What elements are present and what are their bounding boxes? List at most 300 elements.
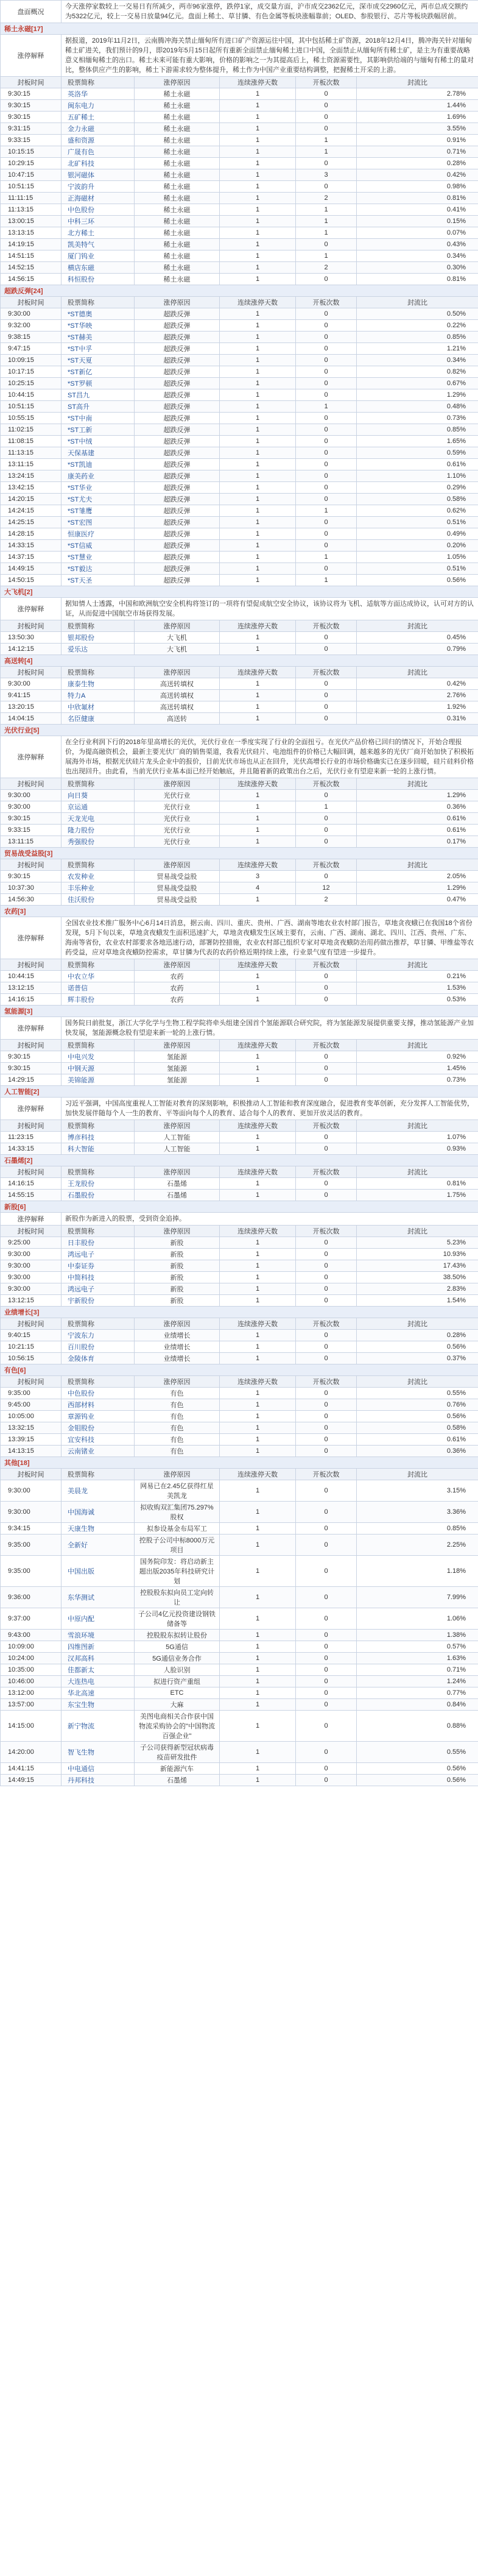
seal-time: 13:32:15 [1, 1422, 62, 1434]
stock-name[interactable]: 广晟有色 [62, 146, 135, 158]
consecutive-days: 1 [220, 1535, 296, 1556]
stock-name[interactable]: 宁波东力 [62, 1330, 135, 1341]
table-row [1, 470, 478, 482]
stock-name[interactable]: 宁波韵升 [62, 181, 135, 193]
limit-reason: 超跌反弹 [135, 470, 220, 482]
table-row [1, 1711, 478, 1742]
stock-name[interactable]: ST昌九 [62, 389, 135, 401]
stock-name[interactable]: 金力永磁 [62, 123, 135, 135]
stock-name[interactable]: 美锦能源 [62, 1074, 135, 1086]
stock-name[interactable]: *ST天圣 [62, 575, 135, 586]
stock-name[interactable]: 中国海诚 [62, 1502, 135, 1523]
stock-name[interactable]: *ST凯迪 [62, 459, 135, 470]
seal-time: 14:16:15 [1, 1178, 62, 1190]
open-count: 0 [296, 1775, 357, 1786]
stock-name[interactable]: 中简科技 [62, 1272, 135, 1283]
interpretation-label: 涨停解释 [1, 1098, 62, 1120]
consecutive-days: 1 [220, 1653, 296, 1664]
seal-ratio: 1.21% [357, 343, 478, 355]
limit-reason: 光伏行业 [135, 825, 220, 836]
table-row [1, 436, 478, 447]
column-header-row [1, 1040, 478, 1051]
consecutive-days: 1 [220, 801, 296, 813]
interpretation-text: 全国农业技术推广服务中心6月14日消息，据云南、四川、重庆、贵州、广西、湖南等地农业农村部门报告，草地贪夜蛾已在我国18个省份发现，5月下旬以来，草地贪夜蛾发生面积迅速扩大，草地贪夜蛾发生区域主要有，云南、广西、湖南、湖北、四川、江西、贵州、广东、海南等省份，农业农村部要求各地迅速行动，部署防控措施，农业农村部已组织专家对草地贪夜蛾防治用药做出推荐，草甘膦、甲维盐等农药受益，应对草地贪夜蛾防控需求，草甘膦为代表的农药价格近期持续上涨，行业景气度有望进一步提升。 [62, 917, 478, 959]
header-stock: 股票简称 [62, 297, 135, 308]
seal-time: 9:35:00 [1, 1535, 62, 1556]
stock-name[interactable]: 银河磁体 [62, 169, 135, 181]
table-row [1, 701, 478, 713]
seal-ratio: 1.54% [357, 1295, 478, 1307]
stock-name[interactable]: 佳都新太 [62, 1664, 135, 1676]
limit-reason: 超跌反弹 [135, 355, 220, 366]
interpretation-text: 据报道，2019年11月2日，云南腾冲海关禁止缅甸所有进口矿产资源运往中国，其中包括稀土矿资源，2018年12月4日，腾冲海关针对缅甸稀土矿进关，我们预计的9月，即2019年5月15日起所有重新全面禁止缅甸稀土进口中国，全面禁止从缅甸所有稀土矿，是主为有重要战略意义相缅甸稀土的出口。稀土未来可能有重大影响，价格的影响之一为其提高后上，稀土资源需要性，其影响供给端的与缅甸有稀土的量对比，整体供应产生的影响，稀土下游需求较为整体提升，稀土作为中国产业重要结构调整，把握稀土开采的上游。 [62, 35, 478, 77]
stock-name[interactable]: 北方稀土 [62, 227, 135, 239]
consecutive-days: 1 [220, 378, 296, 389]
stock-name[interactable]: 五矿稀土 [62, 112, 135, 123]
limit-reason: 超跌反弹 [135, 343, 220, 355]
limit-reason: 超跌反弹 [135, 552, 220, 563]
column-header-row [1, 297, 478, 308]
stock-name[interactable]: *ST华映 [62, 320, 135, 332]
stock-name[interactable]: 农发种业 [62, 871, 135, 882]
header-days: 连续涨停天数 [220, 1318, 296, 1330]
consecutive-days: 1 [220, 343, 296, 355]
consecutive-days: 1 [220, 308, 296, 320]
header-ratio: 封流比 [357, 1376, 478, 1388]
consecutive-days: 1 [220, 1341, 296, 1353]
open-count: 0 [296, 158, 357, 169]
header-stock: 股票简称 [62, 620, 135, 632]
stock-name[interactable]: *ST工新 [62, 424, 135, 436]
column-header-row [1, 1226, 478, 1237]
seal-time: 11:08:15 [1, 436, 62, 447]
stock-name[interactable]: 凯美特气 [62, 239, 135, 250]
stock-name[interactable]: 宇新股份 [62, 1295, 135, 1307]
stock-name[interactable]: 王龙股份 [62, 1178, 135, 1190]
header-reason: 涨停原因 [135, 1318, 220, 1330]
stock-name[interactable]: *ST尤夫 [62, 494, 135, 505]
table-row [1, 1587, 478, 1608]
stock-name[interactable]: 大连热电 [62, 1676, 135, 1687]
limit-reason: 稀土永磁 [135, 274, 220, 285]
consecutive-days: 1 [220, 505, 296, 517]
header-opens: 开板次数 [296, 1469, 357, 1480]
stock-name[interactable]: 宜安科技 [62, 1434, 135, 1446]
stock-name[interactable]: 汉邦高科 [62, 1653, 135, 1664]
limit-reason: 超跌反弹 [135, 436, 220, 447]
consecutive-days: 1 [220, 424, 296, 436]
open-count: 0 [296, 1353, 357, 1364]
stock-name[interactable]: 云南锗业 [62, 1446, 135, 1457]
stock-name[interactable]: 正海磁材 [62, 193, 135, 204]
category-title: 光伏行业[5] [1, 725, 478, 736]
stock-name[interactable]: 康美药业 [62, 470, 135, 482]
stock-name[interactable]: 中色股份 [62, 1388, 135, 1399]
stock-name[interactable]: 中电兴发 [62, 1051, 135, 1063]
interpretation-label: 涨停解释 [1, 736, 62, 778]
consecutive-days: 1 [220, 1237, 296, 1249]
stock-name[interactable]: 天保基建 [62, 447, 135, 459]
column-header-row [1, 959, 478, 971]
seal-ratio: 3.36% [357, 1502, 478, 1523]
limit-reason: 稀土永磁 [135, 262, 220, 274]
stock-name[interactable]: 石墨股份 [62, 1190, 135, 1201]
stock-name[interactable]: *ST中孚 [62, 343, 135, 355]
stock-name[interactable]: *ST华业 [62, 482, 135, 494]
seal-time: 13:11:15 [1, 836, 62, 848]
consecutive-days: 1 [220, 690, 296, 701]
header-stock: 股票简称 [62, 77, 135, 88]
header-time: 封板时间 [1, 778, 62, 790]
table-row [1, 1260, 478, 1272]
open-count: 0 [296, 1143, 357, 1155]
stock-name[interactable]: *ST罗顿 [62, 378, 135, 389]
limit-reason: 超跌反弹 [135, 505, 220, 517]
consecutive-days: 1 [220, 262, 296, 274]
seal-time: 9:30:00 [1, 1502, 62, 1523]
stock-name[interactable]: 中原内配 [62, 1608, 135, 1630]
seal-time: 14:20:15 [1, 494, 62, 505]
seal-ratio: 1.24% [357, 1676, 478, 1687]
table-row [1, 355, 478, 366]
stock-name[interactable]: 中国出版 [62, 1556, 135, 1587]
interpretation-label: 涨停解释 [1, 1017, 62, 1040]
stock-name[interactable]: 中钢天源 [62, 1063, 135, 1074]
consecutive-days: 1 [220, 216, 296, 227]
seal-ratio: 0.58% [357, 494, 478, 505]
open-count: 0 [296, 320, 357, 332]
stock-name[interactable]: 百川股份 [62, 1341, 135, 1353]
seal-ratio: 0.53% [357, 994, 478, 1006]
seal-ratio: 0.55% [357, 1742, 478, 1763]
stock-name[interactable]: 东华测试 [62, 1587, 135, 1608]
consecutive-days: 4 [220, 882, 296, 894]
limit-reason: 超跌反弹 [135, 482, 220, 494]
stock-name[interactable]: 天康生物 [62, 1523, 135, 1535]
seal-time: 14:13:15 [1, 1446, 62, 1457]
seal-time: 10:09:00 [1, 1641, 62, 1653]
table-row [1, 1283, 478, 1295]
stock-name[interactable]: *ST雏鹰 [62, 505, 135, 517]
seal-time: 14:15:00 [1, 1711, 62, 1742]
limit-reason: 新股 [135, 1283, 220, 1295]
header-ratio: 封流比 [357, 667, 478, 678]
stock-name[interactable]: 北矿科技 [62, 158, 135, 169]
seal-time: 9:35:00 [1, 1556, 62, 1587]
header-opens: 开板次数 [296, 297, 357, 308]
stock-name[interactable]: 中色股份 [62, 204, 135, 216]
consecutive-days: 1 [220, 1630, 296, 1641]
stock-name[interactable]: 日丰股份 [62, 1237, 135, 1249]
stock-name[interactable]: 中电通信 [62, 1763, 135, 1775]
consecutive-days: 1 [220, 1260, 296, 1272]
consecutive-days: 1 [220, 1190, 296, 1201]
stock-name[interactable]: 鸿远电子 [62, 1249, 135, 1260]
consecutive-days: 1 [220, 1502, 296, 1523]
stock-name[interactable]: 雪浪环境 [62, 1630, 135, 1641]
seal-time: 13:12:15 [1, 1295, 62, 1307]
header-reason: 涨停原因 [135, 77, 220, 88]
seal-time: 13:00:15 [1, 216, 62, 227]
limit-reason: 氢能源 [135, 1051, 220, 1063]
open-count: 0 [296, 1676, 357, 1687]
stock-name[interactable]: 中泰证券 [62, 1260, 135, 1272]
stock-name[interactable]: 名臣健康 [62, 713, 135, 725]
stock-name[interactable]: 西部材料 [62, 1399, 135, 1411]
table-row [1, 88, 478, 100]
stock-name[interactable]: *ST德奥 [62, 308, 135, 320]
limit-reason: 超跌反弹 [135, 366, 220, 378]
open-count: 0 [296, 123, 357, 135]
table-row [1, 644, 478, 655]
seal-ratio: 1.29% [357, 389, 478, 401]
consecutive-days: 1 [220, 355, 296, 366]
open-count: 0 [296, 482, 357, 494]
header-time: 封板时间 [1, 1469, 62, 1480]
stock-name[interactable]: 章源钨业 [62, 1411, 135, 1422]
seal-ratio: 7.99% [357, 1587, 478, 1608]
stock-name[interactable]: 辉丰股份 [62, 994, 135, 1006]
stock-name[interactable]: 爱乐达 [62, 644, 135, 655]
stock-name[interactable]: 特力A [62, 690, 135, 701]
open-count: 0 [296, 424, 357, 436]
consecutive-days: 1 [220, 482, 296, 494]
category-header [1, 848, 478, 859]
stock-name[interactable]: 智飞生物 [62, 1742, 135, 1763]
seal-time: 13:20:15 [1, 701, 62, 713]
category-title: 大飞机[2] [1, 586, 478, 598]
consecutive-days: 1 [220, 825, 296, 836]
category-title: 新股[6] [1, 1201, 478, 1213]
stock-name[interactable]: 向日葵 [62, 790, 135, 801]
seal-time: 9:30:00 [1, 801, 62, 813]
seal-time: 14:49:15 [1, 1775, 62, 1786]
stock-name[interactable]: 美晨龙 [62, 1480, 135, 1502]
stock-name[interactable]: 隆力股份 [62, 825, 135, 836]
header-time: 封板时间 [1, 297, 62, 308]
stock-name[interactable]: 恒康医疗 [62, 528, 135, 540]
stock-name[interactable]: 京运通 [62, 801, 135, 813]
table-row [1, 1051, 478, 1063]
stock-name[interactable]: 科恒股份 [62, 274, 135, 285]
open-count: 0 [296, 1132, 357, 1143]
seal-time: 9:30:00 [1, 1260, 62, 1272]
table-row [1, 1411, 478, 1422]
header-ratio: 封流比 [357, 1318, 478, 1330]
stock-name[interactable]: 四维图新 [62, 1641, 135, 1653]
consecutive-days: 1 [220, 250, 296, 262]
header-opens: 开板次数 [296, 77, 357, 88]
open-count: 0 [296, 1608, 357, 1630]
category-header [1, 1307, 478, 1318]
consecutive-days: 1 [220, 1411, 296, 1422]
consecutive-days: 1 [220, 1330, 296, 1341]
stock-name[interactable]: *ST中南 [62, 413, 135, 424]
limit-reason: 业绩增长 [135, 1330, 220, 1341]
table-row [1, 1422, 478, 1434]
consecutive-days: 1 [220, 494, 296, 505]
stock-name[interactable]: *ST毅达 [62, 563, 135, 575]
category-header [1, 1086, 478, 1098]
header-opens: 开板次数 [296, 1376, 357, 1388]
open-count: 0 [296, 994, 357, 1006]
limit-reason: 大飞机 [135, 644, 220, 655]
table-row [1, 1341, 478, 1353]
stock-name[interactable]: *ST新亿 [62, 366, 135, 378]
table-row [1, 332, 478, 343]
limit-reason: 高送转填权 [135, 701, 220, 713]
limit-reason: 贸易战受益股 [135, 894, 220, 906]
seal-ratio: 1.63% [357, 1653, 478, 1664]
seal-ratio: 0.45% [357, 632, 478, 644]
stock-name[interactable]: *ST慧业 [62, 552, 135, 563]
interpretation-label: 涨停解释 [1, 598, 62, 620]
stock-name[interactable]: *ST宏图 [62, 517, 135, 528]
stock-name[interactable]: 英洛华 [62, 88, 135, 100]
stock-name[interactable]: 佳沃股份 [62, 894, 135, 906]
consecutive-days: 1 [220, 158, 296, 169]
open-count: 0 [296, 644, 357, 655]
seal-ratio: 2.76% [357, 690, 478, 701]
seal-ratio: 0.42% [357, 169, 478, 181]
stock-name[interactable]: 华北高速 [62, 1687, 135, 1699]
consecutive-days: 1 [220, 1641, 296, 1653]
open-count: 0 [296, 1399, 357, 1411]
consecutive-days: 1 [220, 401, 296, 413]
seal-time: 9:37:00 [1, 1608, 62, 1630]
consecutive-days: 1 [220, 1399, 296, 1411]
limit-reason: 光伏行业 [135, 836, 220, 848]
table-row [1, 1653, 478, 1664]
category-header [1, 725, 478, 736]
seal-ratio: 2.83% [357, 1283, 478, 1295]
seal-ratio: 0.85% [357, 1523, 478, 1535]
open-count: 0 [296, 1051, 357, 1063]
seal-ratio: 0.49% [357, 528, 478, 540]
table-row [1, 540, 478, 552]
seal-ratio: 0.36% [357, 1446, 478, 1457]
stock-name[interactable]: 新宁物流 [62, 1711, 135, 1742]
open-count: 0 [296, 1178, 357, 1190]
header-days: 连续涨停天数 [220, 1166, 296, 1178]
category-title: 人工智能[2] [1, 1086, 478, 1098]
stock-name[interactable]: 丰乐种业 [62, 882, 135, 894]
table-row [1, 1190, 478, 1201]
table-row [1, 801, 478, 813]
limit-reason: 稀土永磁 [135, 123, 220, 135]
stock-name[interactable]: 东宝生物 [62, 1699, 135, 1711]
stock-name[interactable]: 科大智能 [62, 1143, 135, 1155]
stock-name[interactable]: 盛和资源 [62, 135, 135, 146]
stock-name[interactable]: *ST信威 [62, 540, 135, 552]
category-title: 贸易战受益股[3] [1, 848, 478, 859]
stock-name[interactable]: *ST天夏 [62, 355, 135, 366]
column-header-row [1, 1166, 478, 1178]
stock-name[interactable]: 金钼股份 [62, 1422, 135, 1434]
stock-name[interactable]: 全新好 [62, 1535, 135, 1556]
stock-name[interactable]: 中科三环 [62, 216, 135, 227]
stock-name[interactable]: 金陵体育 [62, 1353, 135, 1364]
open-count: 0 [296, 540, 357, 552]
limit-reason: 有色 [135, 1434, 220, 1446]
stock-name[interactable]: 鸿远电子 [62, 1283, 135, 1295]
seal-ratio: 0.57% [357, 1641, 478, 1653]
header-stock: 股票简称 [62, 959, 135, 971]
header-ratio: 封流比 [357, 1166, 478, 1178]
header-days: 连续涨停天数 [220, 77, 296, 88]
stock-name[interactable]: 中农立华 [62, 971, 135, 982]
header-opens: 开板次数 [296, 778, 357, 790]
stock-name[interactable]: 银邦股份 [62, 632, 135, 644]
seal-time: 14:20:00 [1, 1742, 62, 1763]
table-row [1, 1272, 478, 1283]
open-count: 0 [296, 528, 357, 540]
overview-text: 今天涨停家数较上一交易日有所减少，两市96家涨停，跌停1家，成交量方面，沪市成交2362亿元，深市成交2960亿元，两市总成交额约为5322亿元，较上一交易日放量94亿元。盘面上稀土、草甘膦、有色金属等板块涨幅靠前；OLED、参股银行、芯片等板块跌幅居前。 [62, 1, 478, 23]
seal-time: 10:29:15 [1, 158, 62, 169]
seal-ratio: 0.34% [357, 250, 478, 262]
limit-reason: 稀土永磁 [135, 169, 220, 181]
open-count: 0 [296, 982, 357, 994]
open-count: 0 [296, 389, 357, 401]
interpretation-row [1, 1213, 478, 1226]
header-stock: 股票简称 [62, 1226, 135, 1237]
stock-name[interactable]: 中欣氟材 [62, 701, 135, 713]
open-count: 0 [296, 1763, 357, 1775]
stock-name[interactable]: 博彦科技 [62, 1132, 135, 1143]
column-header-row [1, 667, 478, 678]
seal-time: 9:43:00 [1, 1630, 62, 1641]
seal-time: 9:41:15 [1, 690, 62, 701]
seal-time: 14:50:15 [1, 575, 62, 586]
open-count: 2 [296, 193, 357, 204]
table-row [1, 1178, 478, 1190]
stock-name[interactable]: *ST中绒 [62, 436, 135, 447]
open-count: 1 [296, 146, 357, 158]
stock-name[interactable]: 诺普信 [62, 982, 135, 994]
stock-name[interactable]: 丹邦科技 [62, 1775, 135, 1786]
seal-ratio: 2.78% [357, 88, 478, 100]
stock-name[interactable]: 横店东磁 [62, 262, 135, 274]
stock-name[interactable]: 厦门钨业 [62, 250, 135, 262]
table-row [1, 1535, 478, 1556]
limit-reason: 超跌反弹 [135, 401, 220, 413]
limit-reason: 新股 [135, 1237, 220, 1249]
seal-ratio: 0.61% [357, 459, 478, 470]
header-stock: 股票简称 [62, 667, 135, 678]
interpretation-text: 新股作为新进入的股票，受到资金追捧。 [62, 1213, 478, 1226]
open-count: 0 [296, 790, 357, 801]
consecutive-days: 1 [220, 1699, 296, 1711]
seal-time: 9:32:00 [1, 320, 62, 332]
seal-ratio: 0.07% [357, 227, 478, 239]
stock-name[interactable]: 秀强股份 [62, 836, 135, 848]
column-header-row [1, 1120, 478, 1132]
table-row [1, 1143, 478, 1155]
interpretation-text: 国务院日前批复，浙江大学化学与生物工程学院将牵头组建全国首个氢能源联合研究院，将为氢能源发展提供重要支撑，推动氢能源产业加快发展，氢能源概念股有望迎来新一轮的上涨行情。 [62, 1017, 478, 1040]
seal-ratio: 0.37% [357, 1353, 478, 1364]
open-count: 0 [296, 1587, 357, 1608]
stock-name[interactable]: 天龙光电 [62, 813, 135, 825]
stock-name[interactable]: ST高升 [62, 401, 135, 413]
stock-name[interactable]: 康泰生物 [62, 678, 135, 690]
stock-name[interactable]: 闽东电力 [62, 100, 135, 112]
limit-reason: 氢能源 [135, 1063, 220, 1074]
table-row [1, 262, 478, 274]
consecutive-days: 1 [220, 413, 296, 424]
stock-name[interactable]: *ST赫美 [62, 332, 135, 343]
consecutive-days: 1 [220, 1742, 296, 1763]
open-count: 0 [296, 871, 357, 882]
